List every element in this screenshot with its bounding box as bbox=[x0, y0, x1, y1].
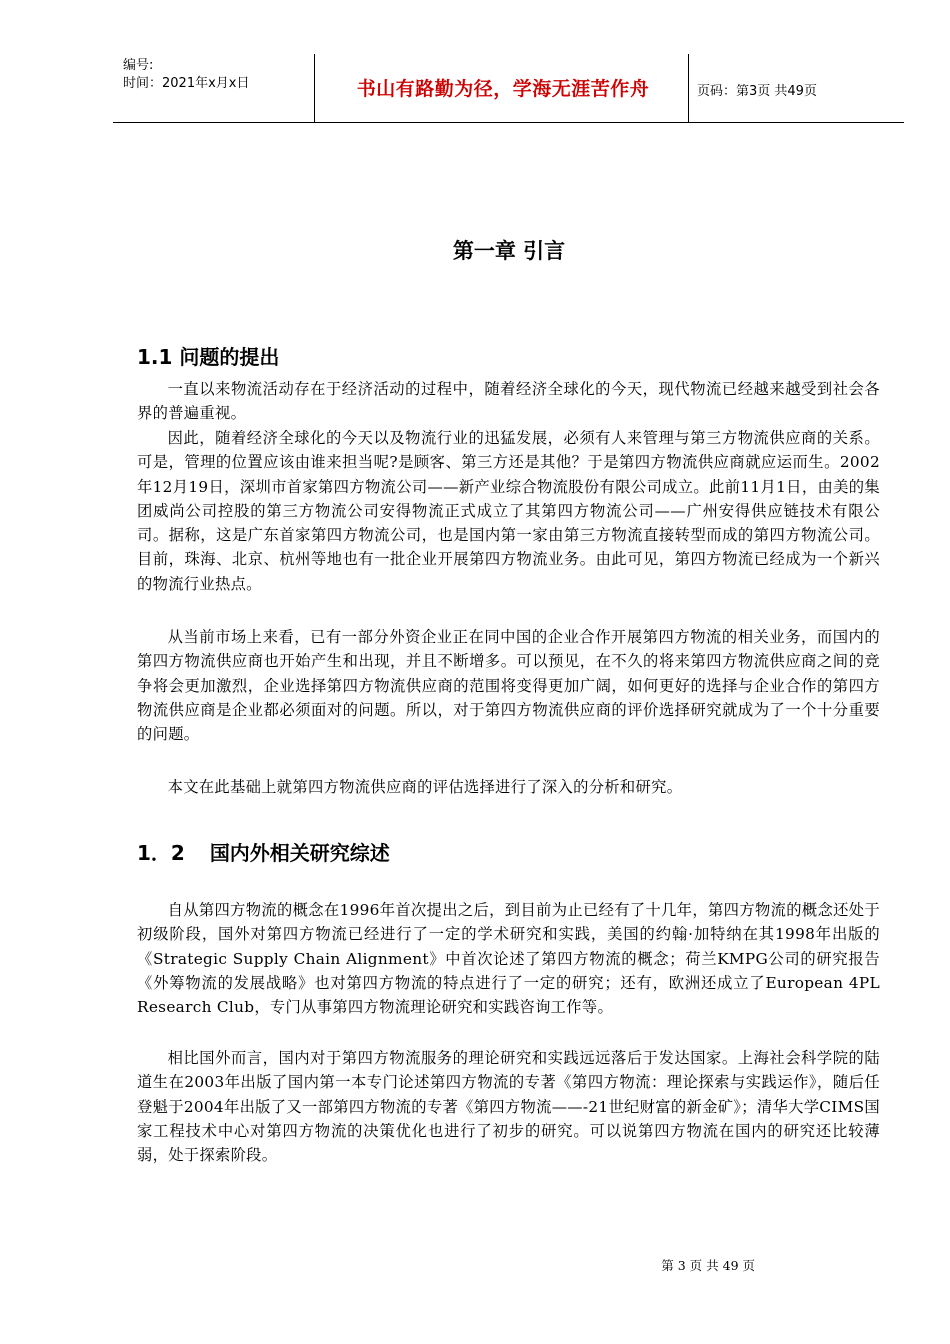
header-divider-left bbox=[314, 54, 315, 122]
code-label: 编号: bbox=[123, 58, 154, 73]
header-divider-right bbox=[688, 54, 689, 122]
section-title: 问题的提出 bbox=[179, 345, 280, 369]
header-meta bbox=[123, 57, 311, 93]
header-motto: 书山有路勤为径，学海无涯苦作舟 bbox=[356, 78, 650, 100]
chapter-title: 第一章 引言 bbox=[452, 239, 566, 263]
paragraph: 相比国外而言，国内对于第四方物流服务的理论研究和实践远远落后于发达国家。上海社会科学院的陆道生在2003年出版了国内第一本专门论述第四方物流的专著《第四方物流：理论探索与实践运作》，随后任登魁于2004年出版了又一部第四方物流的专著《第四方物流——-21世纪财富的新金矿》；清华大学CIMS国家工程技术中心对第四方物流的决策优化也进行了初步的研究。可以说第四方物流在国内的研究还比较薄弱，处于探索阶段。 bbox=[137, 1049, 880, 1165]
paragraph: 从当前市场上来看，已有一部分外资企业正在同中国的企业合作开展第四方物流的相关业务，而国内的第四方物流供应商也开始产生和出现，并且不断增多。可以预见，在不久的将来第四方物流供应商之间的竞争将会更加激烈，企业选择第四方物流供应商的范围将变得更加广阔，如何更好的选择与企业合作的第四方物流供应商是企业都必须面对的问题。所以，对于第四方物流供应商的评价选择研究就成为了一个十分重要的问题。 bbox=[137, 628, 880, 744]
paragraph: 因此，随着经济全球化的今天以及物流行业的迅猛发展，必须有人来管理与第三方物流供应商的关系。可是，管理的位置应该由谁来担当呢?是顾客、第三方还是其他？于是第四方物流供应商就应运而生。2002年12月19日，深圳市首家第四方物流公司——新产业综合物流股份有限公司成立。此前11月1日，由美的集团威尚公司控股的第三方物流公司安得物流正式成立了其第四方物流公司——广州安得供应链技术有限公司。据称，这是广东首家第四方物流公司，也是国内第一家由第三方物流直接转型而成的第四方物流公司。目前，珠海、北京、杭州等地也有一批企业开展第四方物流业务。由此可见，第四方物流已经成为一个新兴的物流行业热点。 bbox=[137, 429, 880, 593]
paragraph: 一直以来物流活动存在于经济活动的过程中，随着经济全球化的今天，现代物流已经越来越受到社会各界的普遍重视。 bbox=[137, 380, 880, 423]
header-page-info: 页码：第3页 共49页 bbox=[697, 84, 817, 99]
page-header bbox=[113, 54, 904, 123]
section-number: 1．2 bbox=[137, 841, 185, 865]
page-footer bbox=[0, 1256, 950, 1274]
time-label: 时间：2021年x月x日 bbox=[123, 76, 250, 91]
section-heading-1-1 bbox=[137, 341, 279, 370]
section-heading-1-2 bbox=[137, 837, 390, 866]
footer-page-number: 第 3 页 共 49 页 bbox=[661, 1258, 755, 1273]
paragraph: 自从第四方物流的概念在1996年首次提出之后，到目前为止已经有了十几年，第四方物流的概念还处于初级阶段，国外对第四方物流已经进行了一定的学术研究和实践，美国的约翰·加特纳在其1998年出版的《Strategic Supply Chain Alignment》中首次论述了第四方物流的概念；荷兰KMPG公司的研究报告《外筹物流的发展战略》也对第四方物流的特点进行了一定的研究；还有，欧洲还成立了European 4PL Research Club，专门从事第四方物流理论研究和实践咨询工作等。 bbox=[137, 901, 880, 1017]
paragraph: 本文在此基础上就第四方物流供应商的评估选择进行了深入的分析和研究。 bbox=[167, 778, 683, 796]
section-title: 国内外相关研究综述 bbox=[209, 841, 390, 865]
section-number: 1.1 bbox=[137, 345, 173, 369]
